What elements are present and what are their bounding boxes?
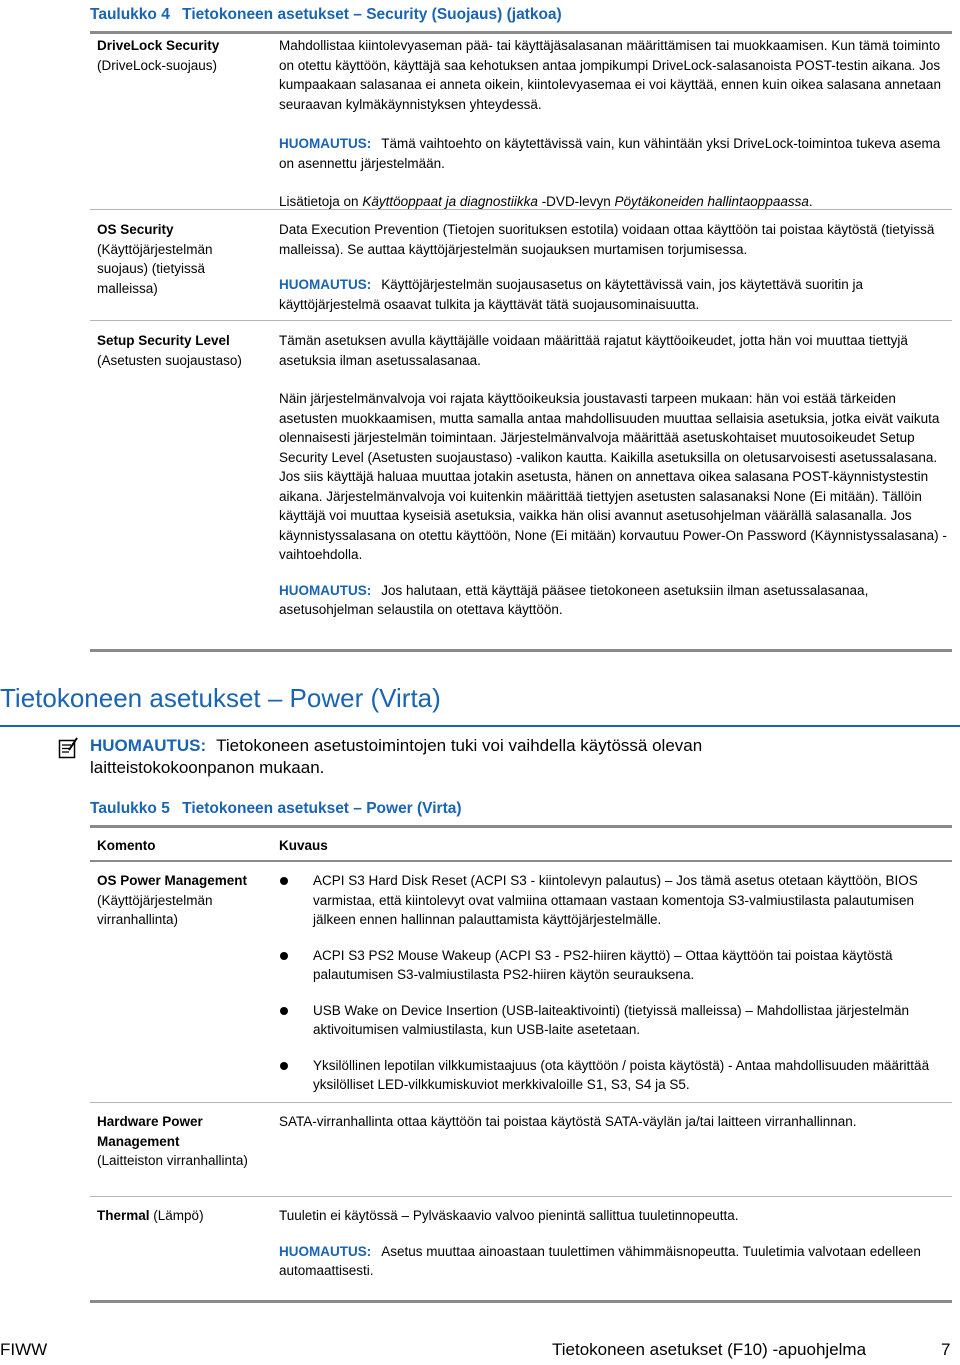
list-item [277,871,951,930]
header-rule [90,860,952,862]
note-icon [58,737,80,765]
table4-caption [90,6,562,24]
table5-header-command [97,836,156,856]
table5-row-thermal-description [279,1206,951,1281]
note [279,1242,951,1281]
note-text: Asetus muuttaa ainoastaan tuulettimen vähimmäisnopeutta. Tuuletimia valvotaan edelleen automaattisesti. [279,1243,921,1278]
bullet-icon [280,952,288,960]
section-title: Tietokoneen asetukset – Power (Virta) [0,683,441,713]
command-name: OS Power Management [97,873,248,888]
bullet-icon [280,1007,288,1015]
note [279,275,951,314]
command-name: Setup Security Level [97,333,230,348]
table5-row-hwpower-command [97,1112,267,1171]
table5-caption [90,800,462,818]
table4-row-drivelock-command [97,36,267,75]
note-label: HUOMAUTUS: [279,277,372,292]
command-subtitle: (Laitteiston virranhallinta) [97,1153,248,1168]
header-label: Kuvaus [279,838,328,853]
description-paragraph: Näin järjestelmänvalvoja voi rajata käyttöoikeuksia joustavasti tarpeen mukaan: hän voi estää tärkeiden asetusten muokkaamisen, mutta samalla antaa mahdollisuuden muuttaa sellaisia asetuksia, jotka eivät vaikuta olennaisesti järjestelmän toimintaan. Järjestelmänvalvoja määrittää asetuskohtaiset muutosoikeudet Setup Security Level (Asetusten suojaustaso) -valikon kautta. Kaikilla asetuksilla on oletusarvoisesti asetussalasana. Jos siis käyttäjä haluaa muuttaa jotakin asetusta, hänen on annettava oikea salasana POST-käynnistystestin aikana. Järjestelmänvalvoja voi kuitenkin määrittää tiettyjen asetusten salasanaksi None (Ei mitään). Tällöin käyttäjä voi muuttaa kyseisiä asetuksia, vaikka hän olisi avannut asetusohjelman väärällä salasanalla. Jos käynnistyssalasana on otettu käyttöön, None (Ei mitään) korvautuu Power-On Password (Käynnistyssalasana) -vaihtoehdolla. [279,391,947,562]
table4-caption-number: Taulukko 4 [90,6,170,23]
page-number: 7 [941,1340,951,1359]
table5-row-hwpower-description [279,1112,951,1132]
command-subtitle: (DriveLock-suojaus) [97,57,218,73]
table4-row-drivelock-description [279,36,951,212]
info-text: -DVD-levyn [537,194,615,209]
description-paragraph: Mahdollistaa kiintolevyaseman pää- tai käyttäjäsalasanan määrittämisen tai muokkaamisen. Kun tämä toiminto on otettu käyttöön, käyttäjä saa kehotuksen antaa jompikumpi DriveLock-salasanoista POST-testin aikana. Jos kumpaakaan salasanaa ei anneta oikein, kiintolevyasemaa ei voi käyttää, ennen kuin oikea salasana annetaan seuraavan kylmäkäynnistyksen yhteydessä. [279,38,941,112]
table4-top-rule [90,31,952,34]
bullet-list [277,871,951,1095]
note [279,134,951,173]
row-divider [90,1196,952,1197]
note-label: HUOMAUTUS: [279,136,372,151]
section-rule [0,725,960,727]
header-label: Komento [97,838,156,853]
command-subtitle: (Käyttöjärjestelmän virranhallinta) [97,892,213,927]
description-paragraph: Tuuletin ei käytössä – Pylväskaavio valvoo pienintä sallittua tuuletinnopeutta. [279,1208,739,1223]
list-item [277,946,951,985]
table5-caption-number: Taulukko 5 [90,800,170,817]
table4-bottom-rule [90,649,952,652]
command-subtitle: (Lämpö) [153,1208,204,1223]
table5-row-ospower-description [277,871,951,1095]
section-note-label: HUOMAUTUS: [90,736,207,755]
command-subtitle: (Käyttöjärjestelmän suojaus) (tietyissä malleissa) [97,241,213,296]
table4-caption-title: Tietokoneen asetukset – Security (Suojaus) (jatkoa) [182,6,562,23]
table5-caption-title: Tietokoneen asetukset – Power (Virta) [182,800,462,817]
list-item-text: Yksilöllinen lepotilan vilkkumistaajuus (ota käyttöön / poista käytöstä) - Antaa mahdollisuuden määrittää yksilölliset LED-vilkkumiskuviot merkkivaloille S1, S3, S4 ja S5. [313,1057,930,1092]
note [279,581,951,620]
bullet-icon [280,1062,288,1070]
info-italic: Pöytäkoneiden hallintaoppaassa [614,194,809,209]
command-name: OS Security [97,222,174,237]
row-divider [90,320,952,321]
section-note-text: Tietokoneen asetustoimintojen tuki voi vaihdella käytössä olevan laitteistokokoonpanon mukaan. [90,736,703,777]
table5-header-description [279,836,328,856]
list-item [277,1056,951,1095]
description-paragraph: SATA-virranhallinta ottaa käyttöön tai poistaa käytöstä SATA-väylän ja/tai laitteen virranhallinnan. [279,1114,857,1129]
footer-title: Tietokoneen asetukset (F10) -apuohjelma [552,1340,867,1359]
row-divider [90,209,952,210]
note-text: Tämä vaihtoehto on käytettävissä vain, kun vähintään yksi DriveLock-toimintoa tukeva asema on asennettu järjestelmään. [279,136,941,171]
bullet-icon [280,877,288,885]
row-divider [90,1102,952,1103]
note-label: HUOMAUTUS: [279,582,372,598]
table5-top-rule [90,825,952,828]
footer-left: FIWW [0,1340,48,1359]
list-item-text: ACPI S3 Hard Disk Reset (ACPI S3 - kiintolevyn palautus) – Jos tämä asetus otetaan käyttöön, BIOS varmistaa, että kiintolevyt ovat valmiina ottamaan vastaan komentoja S3-valmiustilasta palautumisen jälkeen ennen hallinnan palauttamista käyttöjärjestelmälle. [313,873,918,927]
table5-row-ospower-command [97,871,267,930]
description-paragraph: Tämän asetuksen avulla käyttäjälle voidaan määrittää rajatut käyttöoikeudet, jotta hän voi muuttaa tiettyjä asetuksia ilman asetussalasanaa. [279,333,908,368]
info-italic: Käyttöoppaat ja diagnostiikka [362,194,538,209]
table4-row-ossecurity-description [279,220,951,314]
command-name: DriveLock Security [97,38,220,53]
command-name: Thermal [97,1208,150,1223]
note-text: Jos halutaan, että käyttäjä pääsee tietokoneen asetuksiin ilman asetussalasanaa, asetusohjelman selaustila on otettava käyttöön. [279,582,869,617]
list-item-text: ACPI S3 PS2 Mouse Wakeup (ACPI S3 - PS2-hiiren käyttö) – Ottaa käyttöön tai poistaa käytöstä palautumisen S3-valmiustilasta PS2-hiiren käytön seurauksena. [313,947,893,982]
table4-row-ossecurity-command [97,220,267,298]
command-subtitle: (Asetusten suojaustaso) [97,352,242,368]
description-paragraph: Data Execution Prevention (Tietojen suorituksen estotila) voidaan ottaa käyttöön tai poistaa käytöstä (tietyissä malleissa). Se auttaa käyttöjärjestelmän suojauksen murtamisen torjumisessa. [279,222,935,257]
list-item [277,1001,951,1040]
table5-row-thermal-command [97,1206,267,1226]
note-text: Käyttöjärjestelmän suojausasetus on käytettävissä vain, jos käytettävä suoritin ja käyttöjärjestelmä osaavat tulkita ja käyttävät tätä suojausominaisuutta. [279,277,863,312]
table4-row-setupsecurity-description [279,331,951,620]
info-text: . [808,194,813,209]
list-item-text: USB Wake on Device Insertion (USB-laiteaktivointi) (tietyissä malleissa) – Mahdollistaa järjestelmän aktivoitumisen valmiustilasta, kun USB-laite asetetaan. [313,1002,909,1037]
table4-row-setupsecurity-command [97,331,272,370]
note-label: HUOMAUTUS: [279,1243,372,1259]
info-text: Lisätietoja on [279,194,363,209]
command-name: Hardware Power Management [97,1114,203,1149]
table5-bottom-rule [90,1300,952,1303]
